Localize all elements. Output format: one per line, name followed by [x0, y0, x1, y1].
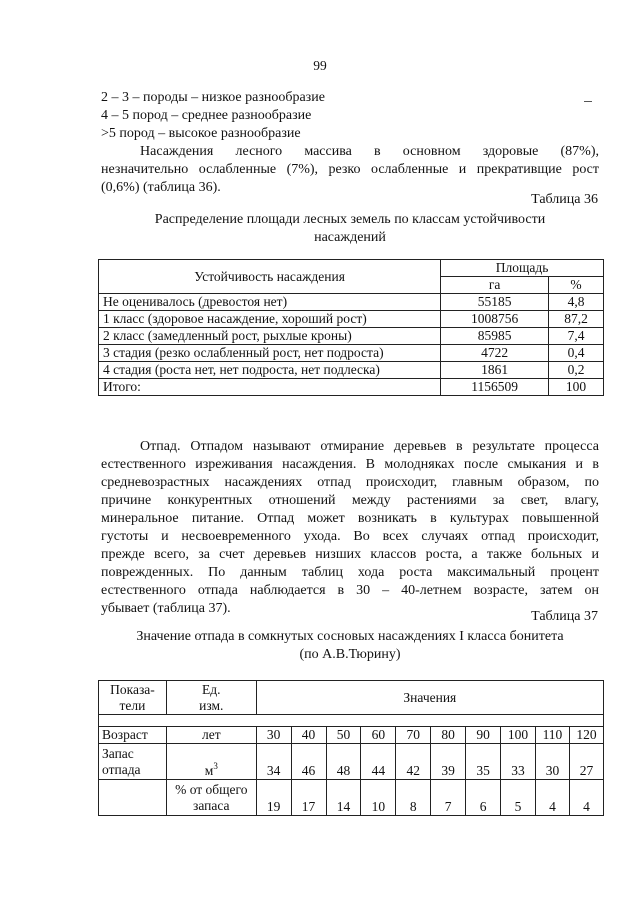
- header-values: Значения: [256, 681, 603, 715]
- stock-unit: [166, 744, 256, 780]
- row-ha: 1008756: [441, 311, 549, 328]
- unit-text: м: [204, 763, 214, 778]
- text-line: убывает (таблица 37).: [101, 601, 231, 616]
- table-row: [99, 362, 604, 379]
- stock-value: 39: [431, 744, 466, 780]
- row-ha: 55185: [441, 294, 549, 311]
- table-36-title: [100, 211, 600, 247]
- title-line: Значение отпада в сомкнутых сосновых насаждениях I класса бонитета: [136, 629, 564, 644]
- header-pct: %: [549, 277, 604, 294]
- row-pct: 0,4: [549, 345, 604, 362]
- title-line: (по А.В.Тюрину): [299, 647, 401, 662]
- age-value: 120: [569, 727, 603, 744]
- row-name: Не оценивалось (древостоя нет): [99, 294, 441, 311]
- table-37-label: Таблица 37: [531, 609, 598, 624]
- pct-value: 17: [291, 780, 326, 816]
- header-ha: га: [441, 277, 549, 294]
- text-line: Отпад. Отпадом называют отмирание деревьев в результате процесса: [140, 439, 599, 454]
- table-row: [99, 328, 604, 345]
- table-row-stock: [99, 744, 604, 780]
- stock-value: 48: [326, 744, 361, 780]
- unit-text: % от общего: [175, 781, 248, 797]
- text-line: незначительно ослабленные (7%), резко ослабленные и прекративщие рост: [101, 162, 599, 177]
- list-line: >5 пород – высокое разнообразие: [101, 126, 301, 141]
- pct-value: 19: [256, 780, 291, 816]
- table-37-title: [100, 628, 600, 664]
- pct-label-empty: [99, 780, 167, 816]
- age-value: 30: [256, 727, 291, 744]
- table-36: [98, 259, 604, 396]
- pct-value: 10: [361, 780, 396, 816]
- age-value: 80: [431, 727, 466, 744]
- row-pct: 87,2: [549, 311, 604, 328]
- text-line: поврежденных. По данным таблиц хода роста максимальный процент: [101, 565, 599, 580]
- stock-value: 30: [535, 744, 569, 780]
- age-value: 110: [535, 727, 569, 744]
- stock-value: 33: [501, 744, 536, 780]
- age-value: 100: [501, 727, 536, 744]
- age-value: 90: [466, 727, 501, 744]
- stock-label: [99, 744, 167, 780]
- table-row: [99, 345, 604, 362]
- stock-value: 46: [291, 744, 326, 780]
- list-line: 4 – 5 пород – среднее разнообразие: [101, 108, 312, 123]
- stock-value: 35: [466, 744, 501, 780]
- row-name: 3 стадия (резко ослабленный рост, нет подроста): [99, 345, 441, 362]
- stock-value: 34: [256, 744, 291, 780]
- page-number: 99: [313, 58, 327, 73]
- unit-superscript: 3: [213, 761, 218, 771]
- health-paragraph: [101, 143, 599, 197]
- header-text: изм.: [199, 697, 224, 713]
- pct-value: 8: [396, 780, 431, 816]
- mortality-paragraph: [101, 438, 599, 618]
- stock-value: 44: [361, 744, 396, 780]
- header-stability: Устойчивость насаждения: [99, 260, 441, 294]
- age-label: Возраст: [99, 727, 167, 744]
- label-text: отпада: [102, 761, 141, 777]
- list-line: 2 – 3 – породы – низкое разнообразие: [101, 90, 325, 105]
- scan-mark: [584, 101, 592, 102]
- label-text: Запас: [102, 745, 134, 761]
- stock-value: 42: [396, 744, 431, 780]
- table-row: [99, 379, 604, 396]
- text-line: причине конкурентных отношений между растениями за свет, влагу,: [101, 493, 599, 508]
- text-line: Насаждения лесного массива в основном здоровые (87%),: [140, 144, 599, 159]
- pct-value: 5: [501, 780, 536, 816]
- title-line: Распределение площади лесных земель по классам устойчивости: [154, 212, 546, 227]
- row-pct: 100: [549, 379, 604, 396]
- text-line: густоты и несвоевременного ухода. Во всех случаях отпад происходит,: [101, 529, 599, 544]
- row-name: 2 класс (замедленный рост, рыхлые кроны): [99, 328, 441, 345]
- pct-value: 14: [326, 780, 361, 816]
- table-row-pct: [99, 780, 604, 816]
- text-line: прежде всего, за счет деревьев низших классов роста, а также больных и: [101, 547, 599, 562]
- text-line: естественного изреживания насаждения. В молодняках после смыкания и в: [101, 457, 599, 472]
- pct-value: 4: [535, 780, 569, 816]
- header-unit: [166, 681, 256, 715]
- unit-text: запаса: [193, 797, 230, 813]
- pct-value: 4: [569, 780, 603, 816]
- header-area: Площадь: [441, 260, 604, 277]
- title-line: насаждений: [314, 230, 386, 245]
- row-ha: 1156509: [441, 379, 549, 396]
- row-ha: 85985: [441, 328, 549, 345]
- stock-value: 27: [569, 744, 603, 780]
- row-pct: 7,4: [549, 328, 604, 345]
- row-name: Итого:: [99, 379, 441, 396]
- text-line: средневозрастных насаждениях отпад происходит, главным образом, по: [101, 475, 599, 490]
- age-unit: лет: [166, 727, 256, 744]
- row-name: 4 стадия (роста нет, нет подроста, нет подлеска): [99, 362, 441, 379]
- header-text: Показа-: [110, 681, 155, 697]
- pct-unit: [166, 780, 256, 816]
- table-37: [98, 680, 604, 816]
- header-indicator: [99, 681, 167, 715]
- table-36-label: Таблица 36: [531, 192, 598, 207]
- spacer-row: [99, 715, 604, 727]
- age-value: 40: [291, 727, 326, 744]
- table-row: [99, 311, 604, 328]
- pct-value: 6: [466, 780, 501, 816]
- header-text: Ед.: [202, 681, 221, 697]
- table-row-age: [99, 727, 604, 744]
- row-ha: 4722: [441, 345, 549, 362]
- header-text: тели: [119, 697, 146, 713]
- row-ha: 1861: [441, 362, 549, 379]
- age-value: 70: [396, 727, 431, 744]
- pct-value: 7: [431, 780, 466, 816]
- row-pct: 4,8: [549, 294, 604, 311]
- text-line: минеральное питание. Отпад может возникать в культурах повышенной: [101, 511, 599, 526]
- species-diversity-list: [101, 89, 599, 143]
- text-line: естественного отпада наблюдается в 30 – 40-летнем возрасте, затем он: [101, 583, 599, 598]
- table-row: [99, 294, 604, 311]
- row-pct: 0,2: [549, 362, 604, 379]
- text-line: (0,6%) (таблица 36).: [101, 180, 221, 195]
- age-value: 60: [361, 727, 396, 744]
- age-value: 50: [326, 727, 361, 744]
- row-name: 1 класс (здоровое насаждение, хороший рост): [99, 311, 441, 328]
